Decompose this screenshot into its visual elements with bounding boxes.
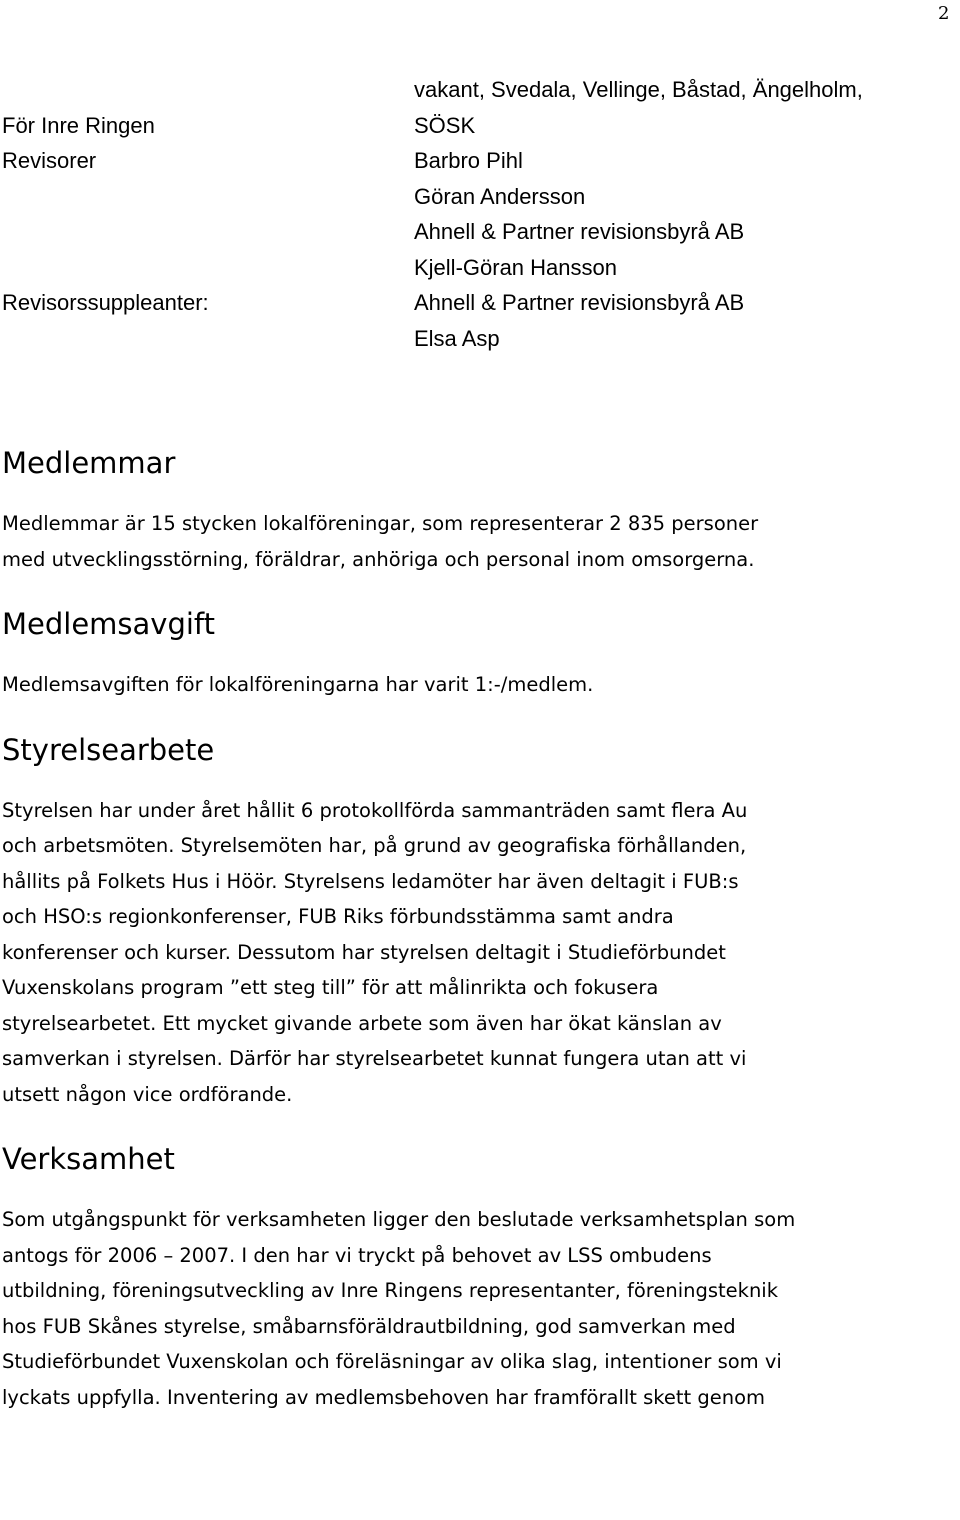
deputy-auditor-firm: Ahnell & Partner revisionsbyrå AB bbox=[414, 290, 745, 315]
paragraph-line: Vuxenskolans program ”ett steg till” för att målinrikta och fokusera bbox=[2, 976, 659, 999]
section-heading: Styrelsearbete bbox=[2, 732, 215, 767]
deputy-auditors-row bbox=[0, 285, 960, 356]
auditors-label bbox=[0, 72, 414, 285]
paragraph-line: med utvecklingsstörning, föräldrar, anhöriga och personal inom omsorgerna. bbox=[2, 547, 755, 571]
section-verksamhet bbox=[2, 1134, 952, 1415]
vacant-associations: vakant, Svedala, Vellinge, Båstad, Ängelholm, bbox=[414, 77, 863, 102]
section-heading: Verksamhet bbox=[2, 1142, 175, 1176]
auditor-firm: Ahnell & Partner revisionsbyrå AB bbox=[414, 219, 745, 244]
paragraph-line: utbildning, föreningsutveckling av Inre Ringens representanter, föreningsteknik bbox=[2, 1279, 779, 1302]
officials-list bbox=[0, 72, 960, 356]
paragraph-line: konferenser och kurser. Dessutom har styrelsen deltagit i Studieförbundet bbox=[2, 940, 726, 964]
paragraph-line: Medlemsavgiften för lokalföreningarna har varit 1:-/medlem. bbox=[2, 673, 594, 696]
for-inre-ringen-label: För Inre Ringen bbox=[2, 112, 155, 138]
paragraph-line: utsett någon vice ordförande. bbox=[2, 1082, 293, 1106]
auditor-name: Kjell-Göran Hansson bbox=[414, 254, 617, 280]
section-styrelsearbete bbox=[2, 725, 952, 1113]
paragraph-line: styrelsearbetet. Ett mycket givande arbete som även har ökat känslan av bbox=[2, 1011, 722, 1035]
paragraph-line: Styrelsen har under året hållit 6 protokollförda sammanträden samt flera Au bbox=[2, 798, 748, 822]
auditor-name: Göran Andersson bbox=[414, 183, 586, 209]
deputy-auditors-value bbox=[414, 285, 744, 356]
deputy-auditor-name: Elsa Asp bbox=[414, 325, 500, 351]
paragraph-line: samverkan i styrelsen. Därför har styrelsearbetet kunnat fungera utan att vi bbox=[2, 1047, 747, 1070]
paragraph-line: och HSO:s regionkonferenser, FUB Riks förbundsstämma samt andra bbox=[2, 905, 674, 928]
paragraph-line: och arbetsmöten. Styrelsemöten har, på grund av geografiska förhållanden, bbox=[2, 834, 747, 857]
paragraph-line: Som utgångspunkt för verksamheten ligger den beslutade verksamhetsplan som bbox=[2, 1208, 796, 1231]
paragraph-line: Medlemmar är 15 stycken lokalföreningar, som representerar 2 835 personer bbox=[2, 512, 759, 535]
auditors-value bbox=[414, 72, 863, 285]
paragraph-line: Studieförbundet Vuxenskolan och föreläsningar av olika slag, intentioner som vi bbox=[2, 1350, 782, 1373]
page-number: 2 bbox=[938, 3, 950, 24]
section-medlemmar bbox=[2, 438, 952, 577]
paragraph-line: antogs för 2006 – 2007. I den har vi tryckt på behovet av LSS ombudens bbox=[2, 1243, 712, 1267]
vacant-associations-cont: SÖSK bbox=[414, 112, 476, 138]
label-spacer bbox=[2, 72, 414, 108]
document-body bbox=[2, 438, 952, 1415]
section-heading: Medlemmar bbox=[2, 446, 176, 480]
deputy-auditors-label: Revisorssuppleanter: bbox=[2, 290, 209, 315]
revisorer-label: Revisorer bbox=[2, 148, 97, 173]
auditors-row bbox=[0, 72, 960, 285]
auditor-name: Barbro Pihl bbox=[414, 148, 523, 173]
section-medlemsavgift bbox=[2, 599, 952, 703]
paragraph-line: hos FUB Skånes styrelse, småbarnsföräldrautbildning, god samverkan med bbox=[2, 1314, 736, 1338]
section-heading: Medlemsavgift bbox=[2, 607, 215, 641]
paragraph-line: lyckats uppfylla. Inventering av medlemsbehoven har framförallt skett genom bbox=[2, 1385, 766, 1409]
paragraph-line: hållits på Folkets Hus i Höör. Styrelsens ledamöter har även deltagit i FUB:s bbox=[2, 869, 739, 893]
